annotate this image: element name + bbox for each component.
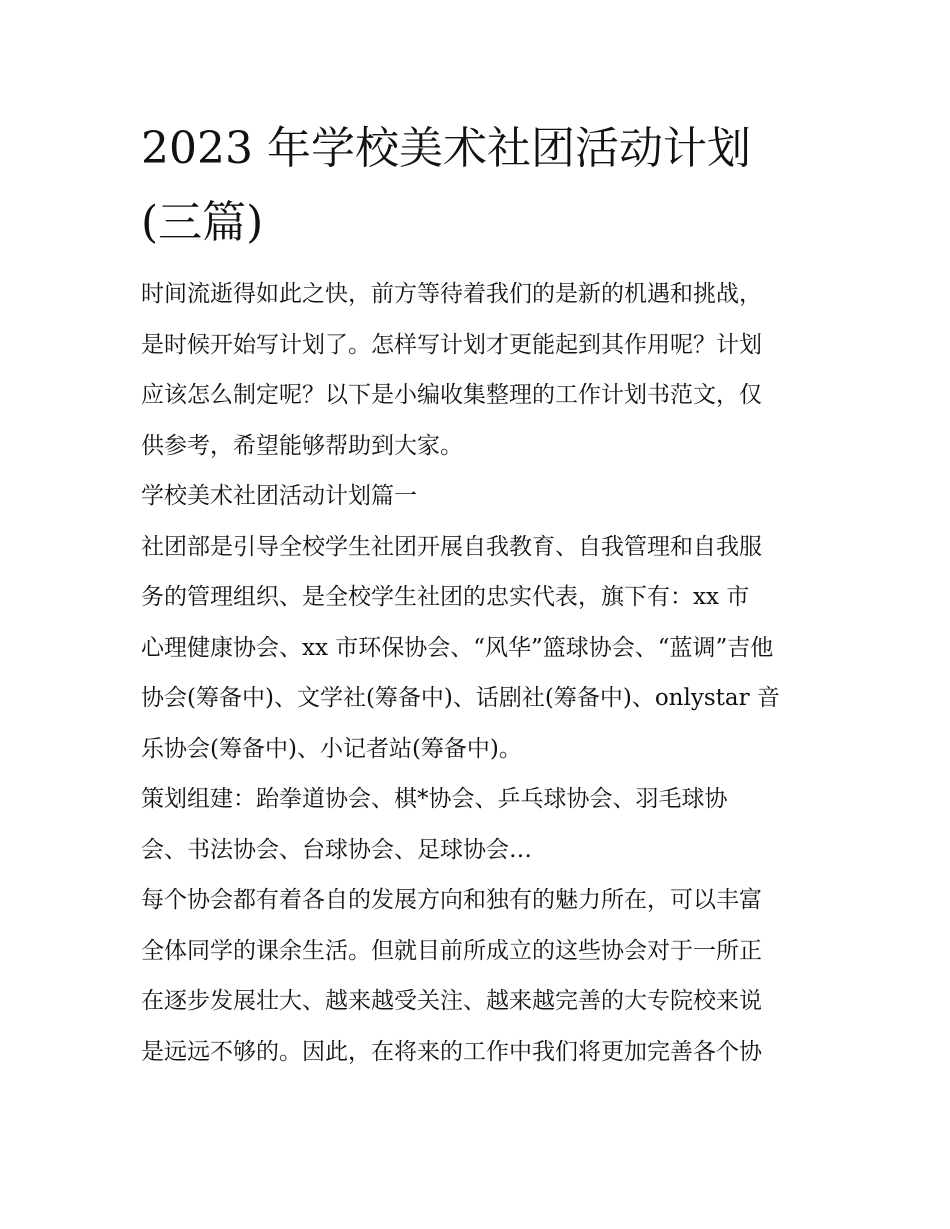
text-line: 是时候开始写计划了。怎样写计划才更能起到其作用呢？计划 (141, 331, 762, 358)
text-line: 在逐步发展壮大、越来越受关注、越来越完善的大专院校来说 (141, 988, 762, 1014)
text-line: 协会(筹备中)、文学社(筹备中)、话剧社(筹备中)、onlystar 音 (141, 685, 780, 711)
text-line: 务的管理组织、是全校学生社团的忠实代表，旗下有：xx 市 (141, 584, 750, 610)
development-paragraph (141, 875, 813, 1077)
text-line: 是远远不够的。因此，在将来的工作中我们将更加完善各个协 (141, 1038, 762, 1065)
text-line: 全体同学的课余生活。但就目前所成立的这些协会对于一所正 (141, 937, 762, 964)
text-line: 心理健康协会、xx 市环保协会、“风华”篮球协会、“蓝调”吉他 (141, 634, 774, 661)
planned-clubs-paragraph (141, 774, 813, 875)
text-line: 会、书法协会、台球协会、足球协会… (141, 836, 532, 863)
text-line: 每个协会都有着各自的发展方向和独有的魅力所在，可以丰富 (141, 887, 762, 913)
title-line-2: (三篇) (141, 197, 264, 248)
text-line: 社团部是引导全校学生社团开展自我教育、自我管理和自我服 (141, 533, 762, 560)
document-body (141, 269, 813, 1077)
club-department-paragraph (141, 522, 813, 775)
text-line: 供参考，希望能够帮助到大家。 (141, 432, 463, 459)
intro-paragraph (141, 269, 813, 471)
text-line: 学校美术社团活动计划篇一 (141, 483, 417, 509)
document-content (141, 112, 813, 1077)
text-line: 时间流逝得如此之快，前方等待着我们的是新的机遇和挑战， (141, 281, 762, 307)
title-line-1: 2023 年学校美术社团活动计划 (141, 123, 751, 174)
document-title (141, 112, 813, 260)
section-heading (141, 471, 813, 522)
text-line: 应该怎么制定呢？以下是小编收集整理的工作计划书范文，仅 (141, 382, 762, 408)
text-line: 乐协会(筹备中)、小记者站(筹备中)。 (141, 735, 522, 762)
text-line: 策划组建：跆拳道协会、棋*协会、乒乓球协会、羽毛球协 (141, 786, 728, 812)
